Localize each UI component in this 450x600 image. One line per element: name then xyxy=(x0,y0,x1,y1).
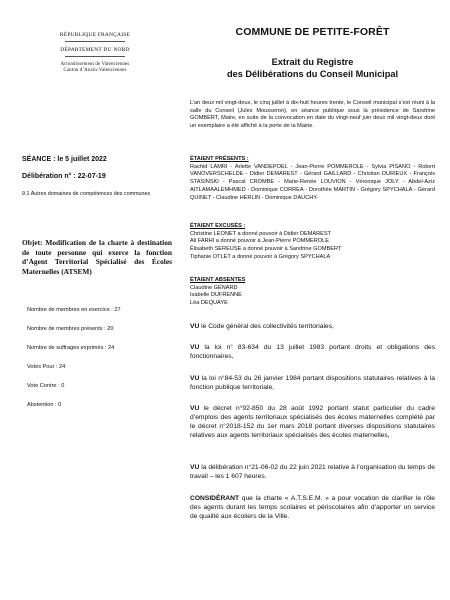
excused-line: Christine LEONET a donné pouvoir à Didier DEMAREST xyxy=(190,230,332,237)
considering-text: que la charte « A.T.S.E.M. » a pour vocation de clarifier le rôle des agents durant les temps scolaires et périscolaires afin d’apporter un service de qualité aux écoliers de la Ville. xyxy=(190,495,435,521)
reference-keyword: VU xyxy=(190,464,200,471)
excused-line: Élisabeth SEREUSE a donné pouvoir à Sandrine GOMBERT xyxy=(190,246,342,253)
reference-keyword: VU xyxy=(190,323,200,330)
legal-reference xyxy=(190,404,435,440)
canton-label: Canton d’Anzin-Valenciennes xyxy=(63,67,127,73)
stat-abstention: Abstention : 0 xyxy=(27,402,62,408)
administrative-header xyxy=(20,32,170,74)
legal-reference xyxy=(190,374,435,392)
department-label: DÉPARTEMENT DU NORD xyxy=(60,46,130,53)
reference-text: la loi n° 83-634 du 13 juillet 1983 portant droits et obligations des fonctionnaires, xyxy=(190,344,435,361)
reference-text: le Code général des collectivités territoriales, xyxy=(199,323,334,330)
excused-list xyxy=(190,223,435,262)
extract-line-1: Extrait du Registre xyxy=(271,57,354,67)
present-list xyxy=(190,156,435,202)
absent-line: Isabelle DUFRENNE xyxy=(190,292,242,299)
intro-paragraph: L’an deux mil vingt-deux, le cinq juillet à dix-huit heures trente, le Conseil municipal s’est réuni à la salle du Conseil (Jules Mousseron), en séance publique sous la présidence de Sandrine GOMBERT, Maire, en suite de la convocation en date du vingt-neuf juin deux mil vingt-deux dont un exemplaire a été affiché à la porte de la Mairie. xyxy=(190,100,435,130)
legal-reference xyxy=(190,343,435,361)
reference-text: le décret n°92-850 du 28 août 1992 portant statut particulier du cadre d’emplois des agents territoriaux spécialisés des écoles maternelles complété par le décret n°2018-152 du 1er mars 2018 portant diverses dispositions statutaires relatives aux agents territoriaux spécialisés des écoles maternelles, xyxy=(190,405,435,440)
absent-heading: ÉTAIENT ABSENTES xyxy=(190,277,246,283)
excused-heading: ÉTAIENT EXCUSÉS : xyxy=(190,223,246,229)
excused-line: Tiphanie OTLET a donné pouvoir à Grégory SPYCHALA xyxy=(190,253,331,260)
present-names: Rachid LAMRI - Arlette VANDEPOEL - Jean-Pierre POMMEROLE - Sylvia PISANO - Robert VANOVERSCHELDE - Didier DEMAREST - Gérard GAILLARD - Christian DURIEUX - François STASINSKI - Pascal CROMBE - Marie-Renée LOUVION - Véronique JOLY - Abdel-Aziz AITLAMAALEMHMED - Dominique CORREA - Dorothée MARTIN - Grégory SPYCHALA - Gérard QUINET - Claudine HERLIN - Dominique DAUCHY- xyxy=(190,163,435,201)
absent-line: Claudine GÉNARD xyxy=(190,284,238,291)
reference-keyword: VU xyxy=(190,405,200,412)
stat-against: Vote Contre : 0 xyxy=(27,383,65,389)
seance-date: SÉANCE : le 5 juillet 2022 xyxy=(22,156,107,163)
reference-text: la délibération n°21-06-02 du 22 juin 2021 relative à l’organisation du temps de travail – les 1 607 heures. xyxy=(190,464,435,481)
deliberation-number: Délibération n° : 22-07-19 xyxy=(22,173,106,180)
commune-title: COMMUNE DE PETITE-FORÊT xyxy=(235,26,390,38)
stat-votes-cast: Nombre de suffrages exprimés : 24 xyxy=(27,345,115,351)
arrondissement-label: Arrondissement de Valenciennes xyxy=(60,61,130,67)
reference-keyword: VU xyxy=(190,344,200,351)
stat-members: Nombre de membres en exercice : 27 xyxy=(27,307,121,313)
excused-line: Ali FARHI a donné pouvoir à Jean-Pierre POMMEROLE xyxy=(190,238,329,245)
absent-line: Léa DEQUAYE xyxy=(190,300,228,307)
reference-keyword: VU xyxy=(190,375,200,382)
extract-line-2: des Délibérations du Conseil Municipal xyxy=(226,68,399,79)
absent-list xyxy=(190,277,435,308)
divider xyxy=(65,56,125,57)
legal-reference xyxy=(190,322,435,331)
reference-text: la loi n°84-53 du 26 janvier 1984 portant dispositions statutaires relatives à la fonction publique territoriale, xyxy=(190,375,435,392)
stat-for: Votes Pour : 24 xyxy=(27,364,66,370)
considering-clause xyxy=(190,494,435,521)
competence-domain: 9.1 Autres domaines de compétences des communes xyxy=(22,191,151,197)
stat-present: Nombre de membres présents : 20 xyxy=(27,326,114,332)
divider xyxy=(65,41,125,42)
legal-reference xyxy=(190,463,435,481)
republic-label: RÉPUBLIQUE FRANÇAISE xyxy=(59,32,131,38)
considering-keyword: CONSIDÉRANT xyxy=(190,495,240,502)
present-heading: ÉTAIENT PRÉSENTS : xyxy=(190,156,249,162)
subject-text: Objet: Modification de la charte à destination de toute personne qui exerce la fonction d’Agent Territorial Spécialisé des Écoles Maternelles (ATSEM) xyxy=(22,238,172,276)
extract-title xyxy=(190,57,435,81)
